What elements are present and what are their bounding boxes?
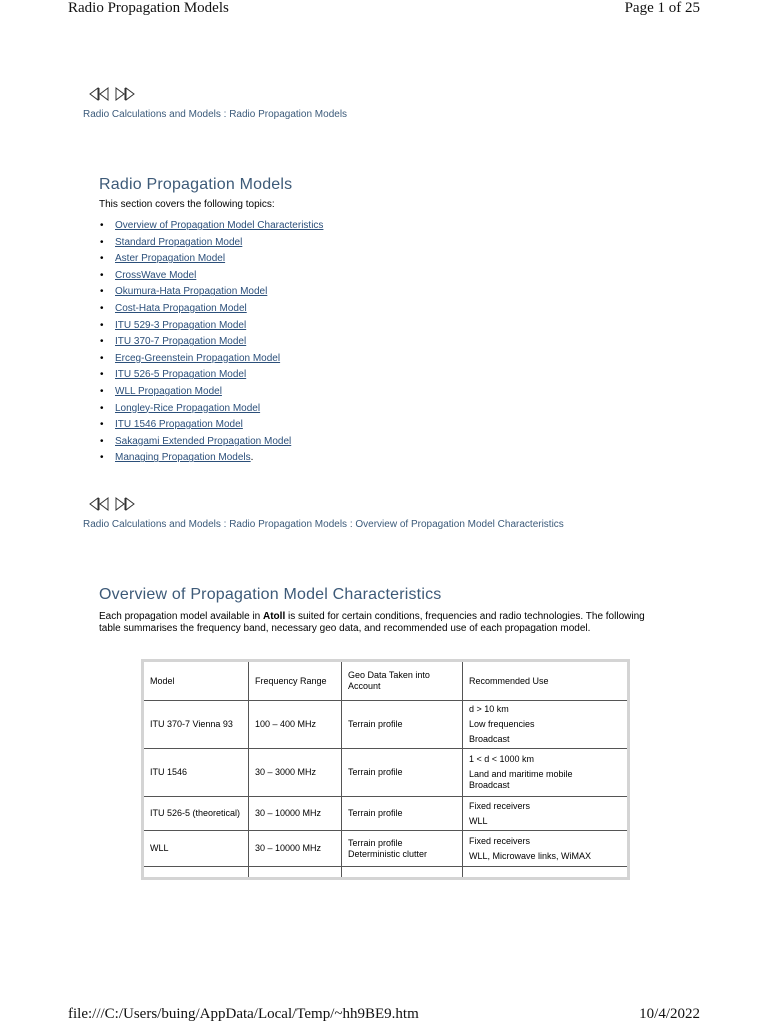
table-cell: Terrain profile Deterministic clutter (342, 831, 463, 867)
table-cell: Terrain profile (342, 797, 463, 831)
breadcrumb[interactable]: Radio Calculations and Models : Radio Propagation Models (83, 109, 348, 120)
list-item (99, 284, 323, 301)
table-row (143, 831, 629, 867)
topic-link[interactable]: Sakagami Extended Propagation Model (115, 435, 292, 447)
paragraph-text: is suited for certain conditions, frequencies and radio technologies. The following table summarises the frequency band, necessary geo data, and recommended use of each propagation model. (99, 611, 645, 635)
table-cell (463, 749, 629, 797)
bullet-icon: • (100, 352, 104, 364)
topic-list (99, 218, 323, 467)
paragraph-text: Each propagation model available in (99, 611, 263, 622)
use-line: Low frequencies (469, 719, 535, 729)
print-date: 10/4/2022 (639, 1006, 700, 1022)
list-item (99, 367, 323, 384)
previous-topic-icon[interactable] (88, 497, 110, 511)
bullet-icon: • (100, 385, 104, 397)
bullet-icon: • (100, 253, 104, 265)
use-line: WLL, Microwave links, WiMAX (469, 850, 592, 861)
list-item (99, 417, 323, 434)
print-header (68, 0, 700, 17)
topic-link[interactable]: CrossWave Model (115, 269, 197, 281)
use-line: Fixed receivers (469, 800, 531, 811)
list-item (99, 318, 323, 335)
topic-link[interactable]: ITU 529-3 Propagation Model (115, 319, 247, 331)
breadcrumb[interactable]: Radio Calculations and Models : Radio Propagation Models : Overview of Propagation Model Characteristics (83, 519, 564, 530)
list-item (99, 401, 323, 418)
print-footer (68, 1006, 700, 1023)
table-row (143, 701, 629, 749)
topic-link[interactable]: ITU 526-5 Propagation Model (115, 369, 247, 381)
section-title: Overview of Propagation Model Characteristics (99, 586, 442, 603)
list-item (99, 235, 323, 252)
list-item (99, 301, 323, 318)
table-header-cell: Geo Data Taken into Account (342, 661, 463, 701)
file-url: file:///C:/Users/buing/AppData/Local/Temp/~hh9BE9.htm (68, 1006, 419, 1022)
topic-link[interactable]: Aster Propagation Model (115, 253, 226, 265)
table-cell: Terrain profile (342, 749, 463, 797)
use-line: 1 < d < 1000 km (469, 754, 535, 764)
list-item (99, 384, 323, 401)
table-cell (249, 867, 342, 879)
table-cell: 100 – 400 MHz (249, 701, 342, 749)
table-header-cell: Frequency Range (249, 661, 342, 701)
table-cell (463, 797, 629, 831)
list-item (99, 434, 323, 451)
list-item-period: . (250, 452, 254, 464)
topic-link[interactable]: ITU 370-7 Propagation Model (115, 336, 247, 348)
bullet-icon: • (100, 302, 104, 314)
use-line: Broadcast (469, 780, 510, 790)
use-line: Broadcast (469, 734, 510, 744)
bullet-icon: • (100, 236, 104, 248)
topic-link[interactable]: Managing Propagation Models (115, 452, 251, 464)
bullet-icon: • (100, 419, 104, 431)
table-row (143, 749, 629, 797)
bullet-icon: • (100, 220, 104, 231)
list-item (99, 268, 323, 285)
bullet-icon: • (100, 269, 104, 281)
model-table (141, 659, 630, 880)
page-number: Page 1 of 25 (624, 0, 700, 16)
table-cell: 30 – 10000 MHz (249, 797, 342, 831)
bullet-icon: • (100, 319, 104, 331)
topic-link[interactable]: Standard Propagation Model (115, 236, 243, 248)
bullet-icon: • (100, 402, 104, 414)
bullet-icon: • (100, 286, 104, 298)
table-cell: 30 – 3000 MHz (249, 749, 342, 797)
previous-topic-icon[interactable] (88, 87, 110, 101)
topic-link[interactable]: Okumura-Hata Propagation Model (115, 286, 268, 298)
product-name: Atoll (263, 611, 286, 622)
topic-link[interactable]: Longley-Rice Propagation Model (115, 402, 261, 414)
bullet-icon: • (100, 336, 104, 348)
section-paragraph (99, 611, 654, 636)
table-header-cell: Model (143, 661, 249, 701)
bullet-icon: • (100, 435, 104, 447)
use-line: Fixed receivers (469, 835, 531, 846)
table-cell (143, 867, 249, 879)
use-line: d > 10 km (469, 704, 509, 714)
list-item (99, 251, 323, 268)
use-line: WLL (469, 815, 488, 826)
list-item (99, 218, 323, 235)
table-header-cell: Recommended Use (463, 661, 629, 701)
table-cell (342, 867, 463, 879)
table-cell (463, 701, 629, 749)
section-intro: This section covers the following topics: (99, 199, 275, 210)
list-item (99, 334, 323, 351)
topic-link[interactable]: Overview of Propagation Model Characteristics (115, 220, 324, 231)
table-cell: Terrain profile (342, 701, 463, 749)
table-header-row (143, 661, 629, 701)
topic-link[interactable]: ITU 1546 Propagation Model (115, 419, 243, 431)
topic-link[interactable]: Cost-Hata Propagation Model (115, 302, 247, 314)
table-cell (463, 867, 629, 879)
use-line: Land and maritime mobile (469, 769, 573, 779)
topic-link[interactable]: WLL Propagation Model (115, 385, 222, 397)
section-title: Radio Propagation Models (99, 176, 293, 193)
next-topic-icon[interactable] (114, 87, 136, 101)
bullet-icon: • (100, 369, 104, 381)
table-cell (463, 831, 629, 867)
list-item (99, 351, 323, 368)
table-row-partial (143, 867, 629, 879)
nav-arrows (88, 87, 136, 101)
topic-link[interactable]: Erceg-Greenstein Propagation Model (115, 352, 281, 364)
table-cell: ITU 526-5 (theoretical) (143, 797, 249, 831)
table-cell: ITU 370-7 Vienna 93 (143, 701, 249, 749)
table-row (143, 797, 629, 831)
bullet-icon: • (100, 452, 104, 464)
nav-arrows (88, 497, 136, 511)
table-cell: 30 – 10000 MHz (249, 831, 342, 867)
table-cell: ITU 1546 (143, 749, 249, 797)
table-cell: WLL (143, 831, 249, 867)
print-title: Radio Propagation Models (68, 0, 229, 16)
next-topic-icon[interactable] (114, 497, 136, 511)
list-item (99, 450, 323, 467)
